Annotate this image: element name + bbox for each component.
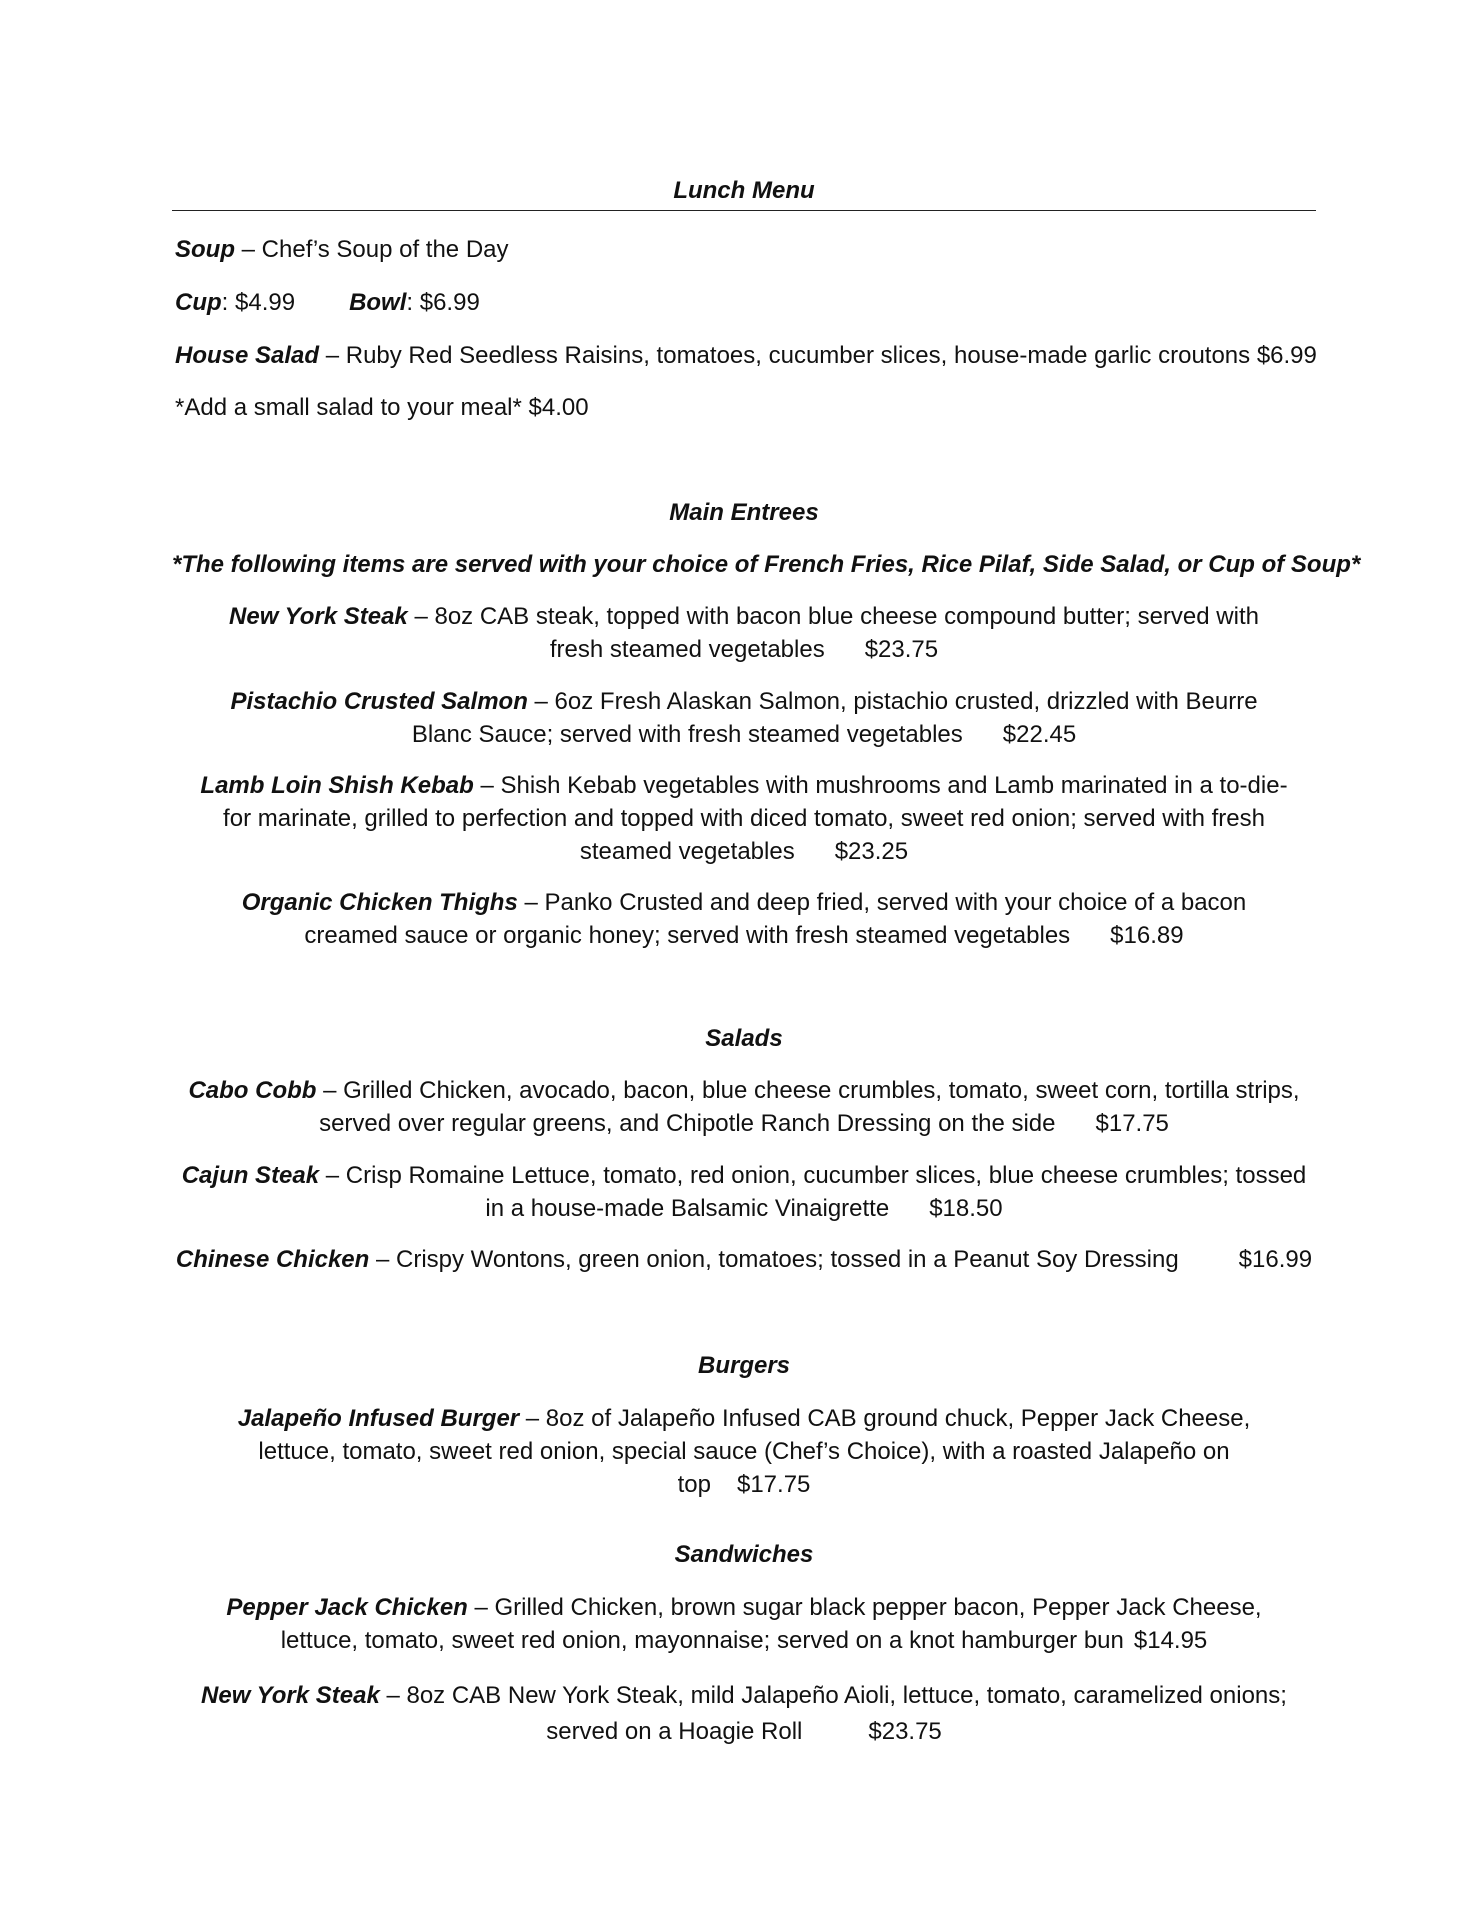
entree-desc: – 6oz Fresh Alaskan Salmon, pistachio crusted, drizzled with Beurre Blanc Sauce; served with fresh steamed vegetables xyxy=(411,688,1258,748)
soup-prices-line xyxy=(175,288,480,318)
entree-price: $23.75 xyxy=(864,636,939,663)
entree-item xyxy=(172,886,1316,952)
soup-line xyxy=(175,235,509,265)
salad-name: Chinese Chicken xyxy=(175,1246,370,1273)
salad-price: $16.99 xyxy=(1238,1246,1313,1273)
soup-name: Soup xyxy=(175,236,235,263)
salad-desc: – Grilled Chicken, avocado, bacon, blue cheese crumbles, tomato, sweet corn, tortilla strips, served over regular greens, and Chipotle Ranch Dressing on the side xyxy=(316,1077,1300,1137)
entree-name: New York Steak xyxy=(229,603,408,630)
burger-price: $17.75 xyxy=(736,1471,811,1498)
entree-name: Pistachio Crusted Salmon xyxy=(230,688,528,715)
sandwich-price: $23.75 xyxy=(868,1718,942,1745)
main-entrees-heading: Main Entrees xyxy=(669,499,819,526)
salad-price: $18.50 xyxy=(929,1195,1003,1222)
sandwich-name: New York Steak xyxy=(201,1682,380,1709)
entree-desc: – Shish Kebab vegetables with mushrooms and Lamb marinated in a to-die-for marinate, grilled to perfection and topped with diced tomato, sweet red onion; served with fresh steamed vegetables xyxy=(223,772,1288,865)
sandwich-price: $14.95 xyxy=(1133,1627,1208,1654)
house-salad-desc: – Ruby Red Seedless Raisins, tomatoes, cucumber slices, house-made garlic croutons $6.99 xyxy=(319,342,1317,369)
burger-desc: – 8oz of Jalapeño Infused CAB ground chuck, Pepper Jack Cheese, lettuce, tomato, sweet red onion, special sauce (Chef’s Choice), with a roasted Jalapeño on top xyxy=(258,1405,1251,1498)
salad-item xyxy=(172,1159,1316,1225)
sandwich-item xyxy=(172,1678,1316,1750)
page-title: Lunch Menu xyxy=(673,177,815,204)
salad-desc: – Crispy Wontons, green onion, tomatoes; tossed in a Peanut Soy Dressing xyxy=(369,1246,1179,1273)
entree-price: $16.89 xyxy=(1110,922,1184,949)
entree-name: Lamb Loin Shish Kebab xyxy=(200,772,474,799)
bowl-price: : $6.99 xyxy=(406,289,480,316)
entree-desc: – Panko Crusted and deep fried, served with your choice of a bacon creamed sauce or organic honey; served with fresh steamed vegetables xyxy=(304,889,1247,949)
soup-desc: – Chef’s Soup of the Day xyxy=(235,236,509,263)
entree-item xyxy=(172,685,1316,751)
add-salad-line: *Add a small salad to your meal* $4.00 xyxy=(175,394,589,421)
sandwich-item xyxy=(172,1591,1316,1657)
sandwich-desc: – Grilled Chicken, brown sugar black pepper bacon, Pepper Jack Cheese, lettuce, tomato, sweet red onion, mayonnaise; served on a knot hamburger bun xyxy=(280,1594,1262,1654)
burger-name: Jalapeño Infused Burger xyxy=(237,1405,520,1432)
salads-heading: Salads xyxy=(705,1025,783,1052)
entree-item xyxy=(172,769,1316,868)
sandwiches-heading: Sandwiches xyxy=(674,1541,814,1568)
salad-item xyxy=(172,1074,1316,1140)
salad-name: Cajun Steak xyxy=(181,1162,320,1189)
bowl-label: Bowl xyxy=(349,289,407,316)
burgers-heading: Burgers xyxy=(697,1352,791,1379)
entree-desc: – 8oz CAB steak, topped with bacon blue cheese compound butter; served with fresh steamed vegetables xyxy=(407,603,1259,663)
title-divider xyxy=(172,210,1316,211)
entree-item xyxy=(172,600,1316,666)
salad-price: $17.75 xyxy=(1095,1110,1169,1137)
house-salad-line xyxy=(175,341,1317,371)
burger-item xyxy=(172,1402,1316,1501)
entree-name: Organic Chicken Thighs xyxy=(241,889,518,916)
cup-price: : $4.99 xyxy=(221,289,296,316)
main-entrees-note: *The following items are served with your choice of French Fries, Rice Pilaf, Side Salad, or Cup of Soup* xyxy=(172,551,1361,578)
sandwich-desc: – 8oz CAB New York Steak, mild Jalapeño Aioli, lettuce, tomato, caramelized onions; served on a Hoagie Roll xyxy=(379,1682,1287,1745)
salad-item xyxy=(172,1243,1316,1276)
cup-label: Cup xyxy=(175,289,222,316)
salad-desc: – Crisp Romaine Lettuce, tomato, red onion, cucumber slices, blue cheese crumbles; tossed in a house-made Balsamic Vinaigrette xyxy=(319,1162,1307,1222)
salad-name: Cabo Cobb xyxy=(188,1077,317,1104)
entree-price: $22.45 xyxy=(1002,721,1077,748)
entree-price: $23.25 xyxy=(834,838,909,865)
house-salad-name: House Salad xyxy=(175,342,320,369)
sandwich-name: Pepper Jack Chicken xyxy=(226,1594,468,1621)
